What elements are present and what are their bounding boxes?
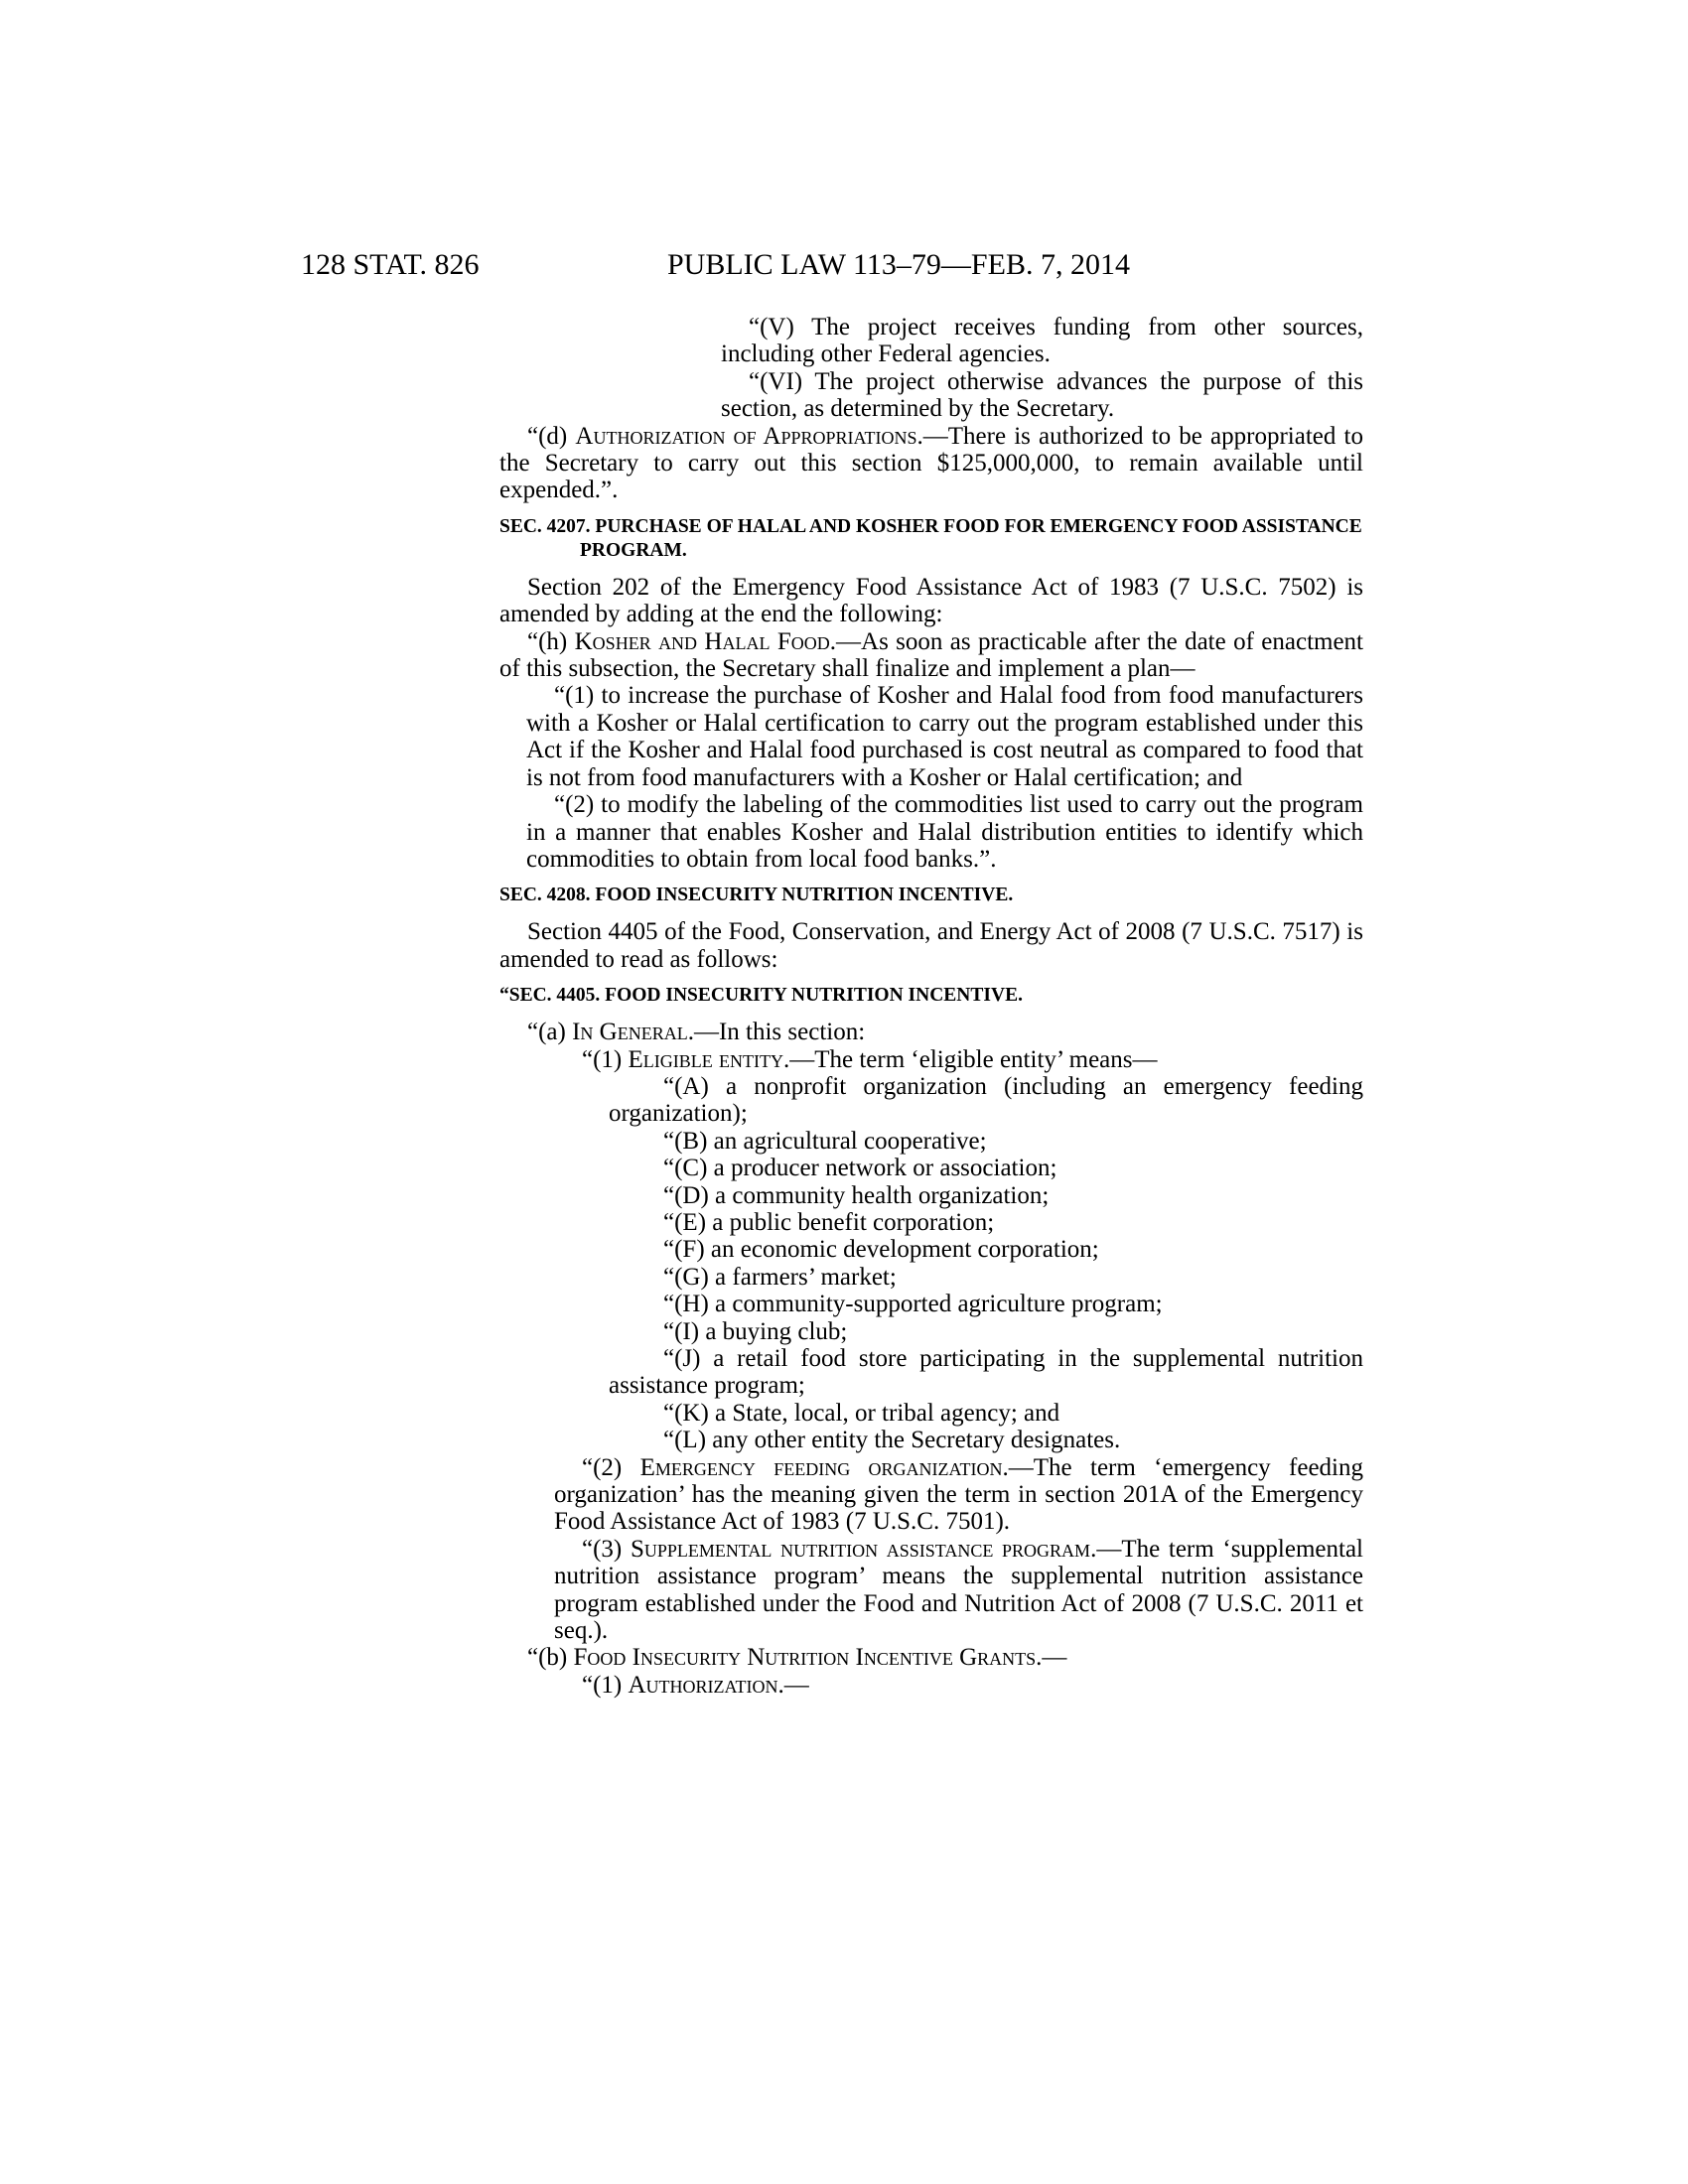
subsection-d [499,423,1363,504]
subsection-d-heading: Authorization of Appropriations [575,422,917,450]
subsection-d-open: “(d) [527,422,576,450]
list-item-a: “(A) a nonprofit organization (including an emergency feeding organization); [609,1072,1363,1128]
paragraph-b1-text: .— [777,1671,809,1699]
subsection-a [499,1019,1363,1045]
paragraph-a3-heading: Supplemental nutrition assistance program [630,1535,1091,1563]
subsection-b-text: .— [1036,1644,1067,1672]
page-stat-citation: 128 STAT. 826 [301,248,480,281]
paragraph-a2 [499,1454,1363,1536]
subsection-d-text: .—There is authorized to be appropriated to the Secretary to carry out this section $125,000,000, to remain available until expended.”. [499,422,1363,504]
subsection-b-heading: Food Insecurity Nutrition Incentive Grants [573,1644,1037,1672]
list-item-e: “(E) a public benefit corporation; [663,1208,995,1236]
list-item-d: “(D) a community health organization; [663,1181,1050,1209]
paragraph-a1-heading: Eligible entity [628,1045,783,1073]
list-item-l: “(L) any other entity the Secretary designates. [663,1427,1121,1454]
paragraph-b1 [499,1672,1363,1699]
document-body [499,314,1363,1699]
paragraph-v: “(V) The project receives funding from other sources, including other Federal agencies. [721,314,1363,368]
paragraph-h2: “(2) to modify the labeling of the commodities list used to carry out the program in a manner that enables Kosher and Halal distribution entities to identify which commodities to obtain from local food banks.”. [526,791,1363,873]
subsection-a-text: .—In this section: [687,1019,866,1046]
running-header-title: PUBLIC LAW 113–79—FEB. 7, 2014 [667,248,1130,281]
subsection-a-heading: In General [572,1019,688,1046]
list-item-j: “(J) a retail food store participating in the supplemental nutrition assistance program; [609,1345,1363,1400]
subsection-b-open: “(b) [527,1644,574,1672]
paragraph-h1: “(1) to increase the purchase of Kosher and Halal food from food manufacturers with a Kosher or Halal certification to carry out the program established under this Act if the Kosher and Halal food purchased is cost neutral as compared to food that is not from food manufacturers with a Kosher or Halal certification; and [526,682,1363,791]
list-item-k: “(K) a State, local, or tribal agency; and [663,1399,1060,1427]
subsection-a-open: “(a) [527,1019,573,1046]
paragraph-a2-open: “(2) [582,1453,640,1481]
section-4208-heading: SEC. 4208. FOOD INSECURITY NUTRITION INCENTIVE. [499,885,1014,906]
subsection-h-text: .—As soon as practicable after the date of enactment of this subsection, the Secretary shall finalize and implement a plan— [499,627,1364,683]
paragraph-a3 [499,1536,1363,1645]
list-item-h: “(H) a community-supported agriculture program; [663,1291,1163,1318]
section-4207-heading: SEC. 4207. PURCHASE OF HALAL AND KOSHER FOOD FOR EMERGENCY FOOD ASSISTANCE PROGRAM. [499,515,1362,561]
section-4405-heading: “SEC. 4405. FOOD INSECURITY NUTRITION INCENTIVE. [499,985,1023,1007]
section-4207-intro: Section 202 of the Emergency Food Assistance Act of 1983 (7 U.S.C. 7502) is amended by adding at the end the following: [499,573,1363,628]
paragraph-a3-text: .—The term ‘supplemental nutrition assistance program’ means the supplemental nutrition assistance program established under the Food and Nutrition Act of 2008 (7 U.S.C. 2011 et seq.). [554,1535,1363,1645]
paragraph-a2-text: .—The term ‘emergency feeding organization’ has the meaning given the term in section 201A of the Emergency Food Assistance Act of 1983 (7 U.S.C. 7501). [554,1453,1363,1536]
paragraph-vi: “(VI) The project otherwise advances the purpose of this section, as determined by the Secretary. [721,367,1363,423]
subsection-h [499,628,1363,683]
subsection-h-open: “(h) [527,627,575,655]
section-4208-intro: Section 4405 of the Food, Conservation, and Energy Act of 2008 (7 U.S.C. 7517) is amended to read as follows: [499,918,1363,973]
list-item-b: “(B) an agricultural cooperative; [663,1127,987,1155]
list-item-f: “(F) an economic development corporation; [663,1236,1099,1264]
list-item-g: “(G) a farmers’ market; [663,1263,897,1291]
paragraph-a2-heading: Emergency feeding organization [639,1453,1003,1481]
paragraph-b1-heading: Authorization [628,1671,778,1699]
list-item-i: “(I) a buying club; [663,1317,848,1345]
paragraph-a3-open: “(3) [582,1535,631,1563]
list-item-c: “(C) a producer network or association; [663,1155,1057,1182]
subsection-h-heading: Kosher and Halal Food [574,627,830,655]
paragraph-b1-open: “(1) [582,1671,629,1699]
paragraph-a1-open: “(1) [582,1045,629,1073]
subsection-b [499,1644,1363,1671]
paragraph-a1-text: .—The term ‘eligible entity’ means— [782,1045,1158,1073]
paragraph-a1 [499,1046,1363,1073]
